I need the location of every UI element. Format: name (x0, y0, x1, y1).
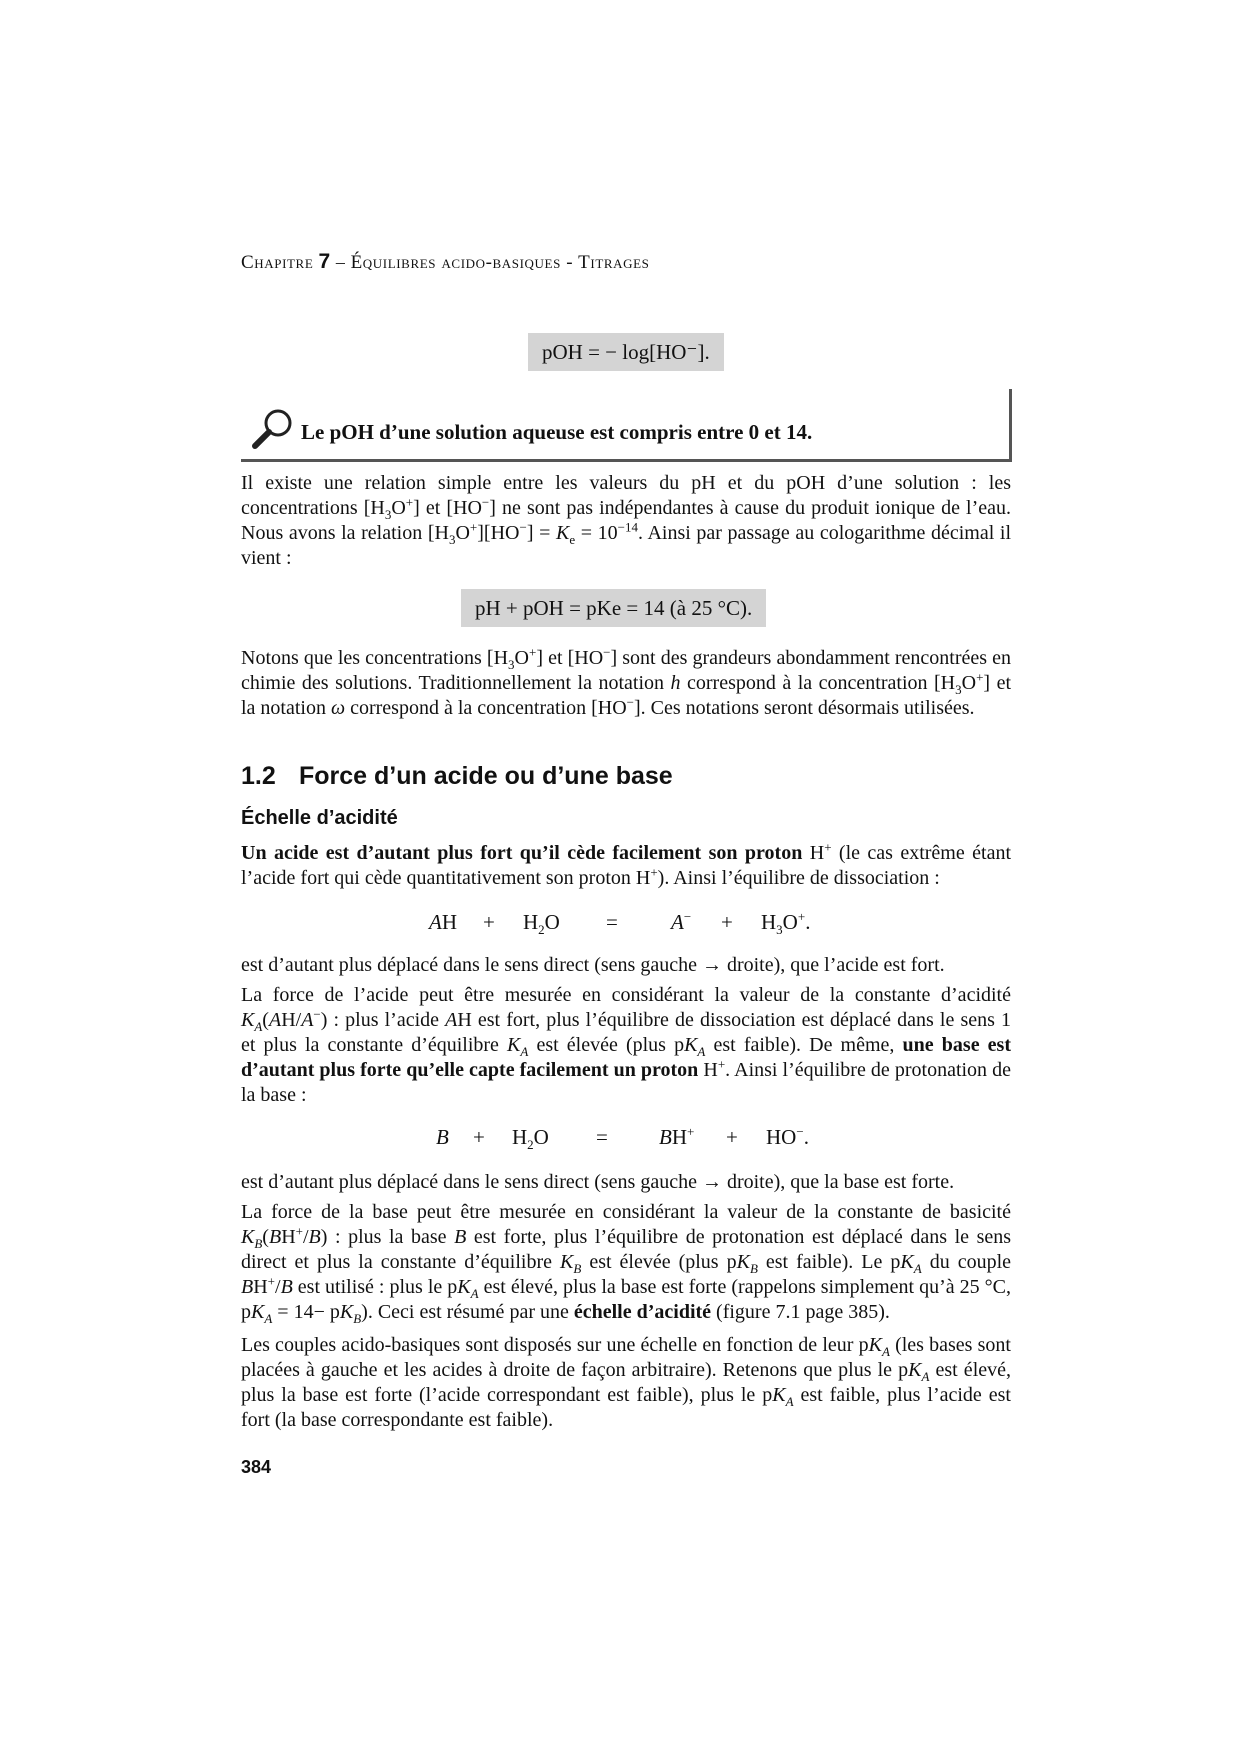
paragraph-acid-constant: La force de l’acide peut être mesurée en considérant la valeur de la constante d’acidité $K_A(AH/A^-)$ : plus l’acide AH est fort, plus l’équilibre de dissociation est déplacé dans le sens 1 et plus la constante d’équilibre $K_A$ est élevée (plus $pK_A$ est faible). De même, une base est d’autant plus forte qu’elle capte facilement un proton H+. Ainsi l’équilibre de protonation de la base : (241, 984, 1012, 1106)
paragraph-base-displacement: est d’autant plus déplacé dans le sens direct (sens gauche → droite), que la base est forte. (241, 1171, 955, 1193)
running-header (241, 250, 649, 274)
paragraph-ph-poh-relation: Il existe une relation simple entre les valeurs du pH et du pOH d’une solution : les concentrations $[H_3O^+]$ et [HO−] ne sont pas indépendantes à cause du produit ionique de l’eau. Nous avons la relation $[H_3O^+][HO^-] = K_e = 10^{-14}$. Ainsi par passage au cologarithme décimal il vient : (241, 472, 1012, 569)
equation-poh-definition: pOH = − log[HO⁻]. (528, 333, 724, 371)
reactant-water: $H_2O$ (512, 1125, 549, 1153)
paragraph-acid-displacement: est d’autant plus déplacé dans le sens direct (sens gauche → droite), que l’acide est fort. (241, 954, 945, 976)
plus-sign: + (483, 910, 495, 934)
paragraph-base-constant: La force de la base peut être mesurée en considérant la valeur de la constante de basicité $K_B(BH^+/B)$ : plus la base B est forte, plus l’équilibre de protonation est déplacé dans le sens direct et plus la constante d’équilibre $K_B$ est élevée (plus $pK_B$ est faible). Le $pK_A$ du couple BH+/B est utilisé : plus le $pK_A$ est élevé, plus la base est forte (rappelons simplement qu’à 25 °C, $pK_A = 14- pK_B$). Ceci est résumé par une échelle d’acidité (figure 7.1 page 385). (241, 1201, 1012, 1326)
chapter-word: Chapitre (241, 252, 314, 273)
product-base: A− (671, 909, 692, 934)
equation-ph-poh-sum: pH + pOH = pKe = 14 (à 25 °C). (461, 589, 766, 627)
plus-sign: + (721, 910, 733, 934)
magnifier-icon (251, 407, 295, 451)
equals-sign: = (606, 910, 618, 934)
section-heading (241, 762, 673, 791)
reactant-acid: AH (429, 910, 457, 934)
paragraph-acidity-scale: Les couples acido-basiques sont disposés sur une échelle en fonction de leur $pK_A$ (les bases sont placées à gauche et les acides à droite de façon arbitraire). Retenons que plus le $pK_A$ est élevé, plus la base est forte (l’acide correspondant est faible), plus le $pK_A$ est faible, plus l’acide est fort (la base correspondante est faible). (241, 1334, 1011, 1431)
product-hydronium: $H_3O^+$. (761, 909, 811, 938)
chapter-number: 7 (318, 250, 331, 273)
header-separator: – (335, 252, 346, 272)
section-title: Force d’un acide ou d’une base (299, 762, 673, 790)
paragraph-notations: Notons que les concentrations $[H_3O^+]$ et [HO−] sont des grandeurs abondamment rencontrées en chimie des solutions. Traditionnellement la notation h correspond à la concentration $[H_3O^+]$ et la notation ω correspond à la concentration [HO−]. Ces notations seront désormais utilisées. (241, 644, 1012, 719)
equals-sign: = (596, 1125, 608, 1149)
paragraph-acid-strength: Un acide est d’autant plus fort qu’il cède facilement son proton H+ (le cas extrême étant l’acide fort qui cède quantitativement son proton H+). Ainsi l’équilibre de dissociation : (241, 839, 1012, 889)
product-conjugate-acid: BH+ (659, 1124, 695, 1149)
page-number: 384 (241, 1457, 272, 1477)
subsection-heading: Échelle d’acidité (241, 807, 398, 829)
key-point-box (241, 389, 1012, 462)
plus-sign: + (473, 1125, 485, 1149)
chapter-title: Équilibres acido-basiques - Titrages (350, 252, 650, 273)
key-point-text: Le pOH d’une solution aqueuse est compris entre 0 et 14. (301, 420, 813, 444)
product-hydroxide: HO−. (766, 1124, 809, 1149)
reactant-water: $H_2O$ (523, 910, 560, 938)
section-number: 1.2 (241, 762, 276, 790)
reactant-base: B (436, 1125, 449, 1149)
plus-sign: + (726, 1125, 738, 1149)
